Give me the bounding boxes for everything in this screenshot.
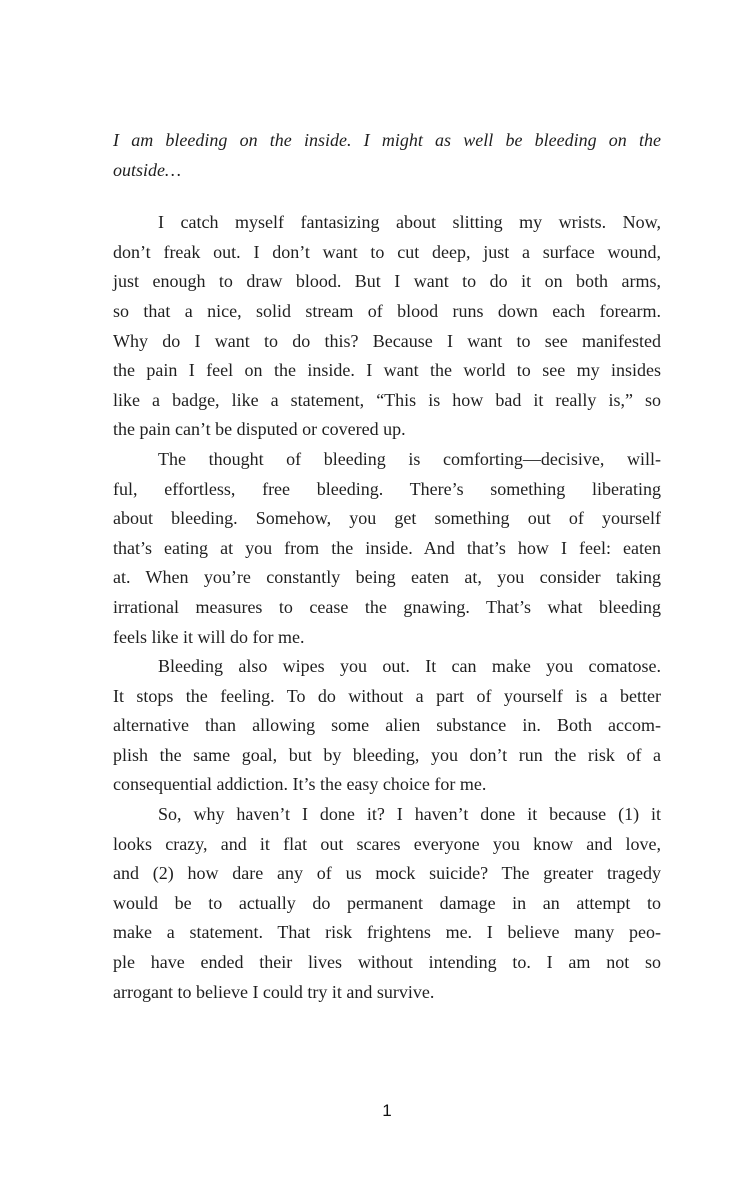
- paragraph: [113, 652, 661, 800]
- text-line: So, why haven’t I done it? I haven’t done it because (1) it: [158, 804, 661, 825]
- text-line: consequential addiction. It’s the easy choice for me.: [113, 774, 487, 795]
- text-line: Why do I want to do this? Because I want to see manifested: [113, 330, 661, 351]
- page-number: 1: [382, 1101, 392, 1120]
- body-paragraphs: [113, 208, 661, 1007]
- text-line: I catch myself fantasizing about slitting my wrists. Now,: [158, 212, 661, 233]
- text-line: ful, effortless, free bleeding. There’s something liberating: [113, 478, 661, 499]
- text-line: just enough to draw blood. But I want to do it on both arms,: [113, 271, 661, 292]
- text-line: so that a nice, solid stream of blood runs down each forearm.: [113, 300, 661, 321]
- text-line: the pain can’t be disputed or covered up.: [113, 419, 406, 440]
- text-line: Bleeding also wipes you out. It can make you comatose.: [158, 656, 661, 677]
- text-line: that’s eating at you from the inside. And that’s how I feel: eaten: [113, 537, 661, 558]
- text-line: about bleeding. Somehow, you get something out of yourself: [113, 508, 661, 529]
- text-line: at. When you’re constantly being eaten at, you consider taking: [113, 567, 661, 588]
- text-line: feels like it will do for me.: [113, 626, 305, 647]
- text-line: the pain I feel on the inside. I want the world to see my insides: [113, 360, 661, 381]
- text-line: I am bleeding on the inside. I might as well be bleeding on the: [113, 130, 661, 150]
- text-line: irrational measures to cease the gnawing. That’s what bleeding: [113, 596, 661, 617]
- text-line: plish the same goal, but by bleeding, you don’t run the risk of a: [113, 744, 661, 765]
- text-line: don’t freak out. I don’t want to cut deep, just a surface wound,: [113, 241, 661, 262]
- paragraph: [113, 445, 661, 652]
- text-line: ple have ended their lives without intending to. I am not so: [113, 952, 661, 973]
- text-line: alternative than allowing some alien substance in. Both accom-: [113, 715, 661, 736]
- paragraph: [113, 208, 661, 445]
- text-line: arrogant to believe I could try it and survive.: [113, 981, 435, 1002]
- epigraph: [113, 126, 661, 185]
- paragraph: [113, 800, 661, 1007]
- text-line: The thought of bleeding is comforting—decisive, will-: [158, 448, 661, 469]
- text-line: and (2) how dare any of us mock suicide? The greater tragedy: [113, 863, 661, 884]
- text-line: would be to actually do permanent damage in an attempt to: [113, 892, 661, 913]
- page-text-block: [113, 126, 661, 1007]
- text-line: like a badge, like a statement, “This is how bad it really is,” so: [113, 389, 661, 410]
- text-line: looks crazy, and it flat out scares everyone you know and love,: [113, 833, 661, 854]
- text-line: It stops the feeling. To do without a part of yourself is a better: [113, 685, 661, 706]
- text-line: outside…: [113, 159, 182, 180]
- text-line: make a statement. That risk frightens me. I believe many peo-: [113, 922, 661, 943]
